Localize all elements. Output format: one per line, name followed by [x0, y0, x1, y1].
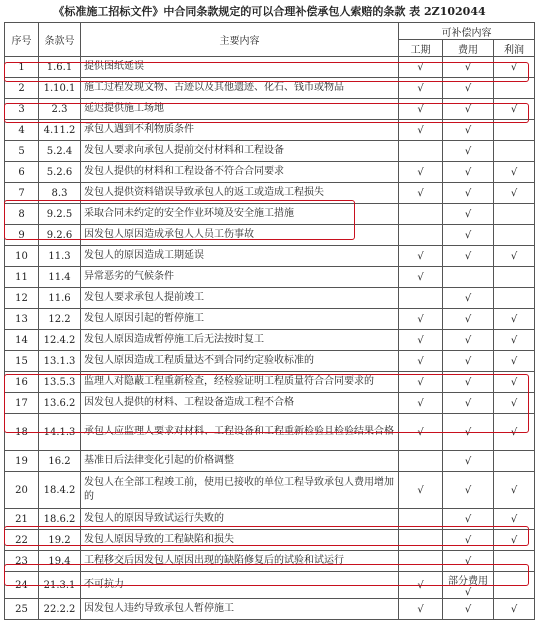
row-content: 延迟提供施工场地 [81, 99, 399, 120]
row-cost: √ [443, 99, 494, 120]
row-clause: 9.2.5 [39, 204, 81, 225]
row-profit: √ [494, 162, 535, 183]
row-clause: 21.3.1 [39, 572, 81, 599]
row-content: 发包人提供资料错误导致承包人的返工或造成工程损失 [81, 183, 399, 204]
row-cost: √ [443, 204, 494, 225]
row-profit: √ [494, 414, 535, 451]
table-row [5, 225, 535, 246]
row-content: 发包人原因引起的暂停施工 [81, 309, 399, 330]
row-cost: √ [443, 330, 494, 351]
row-period: √ [399, 599, 443, 620]
row-cost: √ [443, 288, 494, 309]
row-period: √ [399, 414, 443, 451]
row-cost: √ [443, 183, 494, 204]
table-row [5, 451, 535, 472]
row-number: 13 [5, 309, 39, 330]
row-clause: 11.6 [39, 288, 81, 309]
table-row [5, 267, 535, 288]
row-number: 24 [5, 572, 39, 599]
row-cost: √ [443, 451, 494, 472]
header-period: 工期 [399, 40, 443, 57]
row-content: 发包人原因导致的工程缺陷和损失 [81, 530, 399, 551]
row-number: 3 [5, 99, 39, 120]
row-cost: √ [443, 393, 494, 414]
row-clause: 2.3 [39, 99, 81, 120]
row-cost: 部分费用√ [443, 572, 494, 599]
row-clause: 8.3 [39, 183, 81, 204]
row-cost: √ [443, 162, 494, 183]
row-content: 承包人遇到不利物质条件 [81, 120, 399, 141]
row-cost: √ [443, 414, 494, 451]
row-clause: 18.4.2 [39, 472, 81, 509]
table-row [5, 551, 535, 572]
row-number: 12 [5, 288, 39, 309]
row-cost: √ [443, 530, 494, 551]
row-period [399, 551, 443, 572]
row-period: √ [399, 351, 443, 372]
header-seq: 序号 [5, 23, 39, 57]
row-profit: √ [494, 372, 535, 393]
row-content: 施工过程发现文物、古迹以及其他遗迹、化石、钱币或物品 [81, 78, 399, 99]
row-clause: 16.2 [39, 451, 81, 472]
row-content: 因发包人违约导致承包人暂停施工 [81, 599, 399, 620]
row-profit [494, 141, 535, 162]
row-number: 5 [5, 141, 39, 162]
row-number: 2 [5, 78, 39, 99]
row-number: 9 [5, 225, 39, 246]
row-number: 10 [5, 246, 39, 267]
table-row [5, 599, 535, 620]
claims-table [4, 22, 535, 620]
row-profit [494, 204, 535, 225]
row-number: 16 [5, 372, 39, 393]
row-cost: √ [443, 599, 494, 620]
row-profit [494, 225, 535, 246]
row-content: 发包人提供的材料和工程设备不符合合同要求 [81, 162, 399, 183]
header-profit: 利润 [494, 40, 535, 57]
table-row [5, 472, 535, 509]
row-clause: 5.2.4 [39, 141, 81, 162]
row-period: √ [399, 372, 443, 393]
row-content: 发包人在全部工程竣工前，使用已接收的单位工程导致承包人费用增加的 [81, 472, 399, 509]
row-content: 异常恶劣的气候条件 [81, 267, 399, 288]
row-profit: √ [494, 57, 535, 78]
table-row [5, 204, 535, 225]
row-period: √ [399, 57, 443, 78]
row-clause: 22.2.2 [39, 599, 81, 620]
row-period [399, 288, 443, 309]
row-period [399, 451, 443, 472]
row-profit: √ [494, 599, 535, 620]
row-clause: 12.2 [39, 309, 81, 330]
row-cost: √ [443, 309, 494, 330]
row-profit [494, 551, 535, 572]
table-row [5, 509, 535, 530]
table-row [5, 183, 535, 204]
row-period: √ [399, 99, 443, 120]
row-content: 工程移交后因发包人原因出现的缺陷修复后的试验和试运行 [81, 551, 399, 572]
row-profit [494, 267, 535, 288]
row-clause: 13.5.3 [39, 372, 81, 393]
row-content: 因发包人提供的材料、工程设备造成工程不合格 [81, 393, 399, 414]
table-row [5, 372, 535, 393]
header-clause: 条款号 [39, 23, 81, 57]
row-number: 15 [5, 351, 39, 372]
row-number: 25 [5, 599, 39, 620]
row-period: √ [399, 162, 443, 183]
row-clause: 19.4 [39, 551, 81, 572]
row-period: √ [399, 246, 443, 267]
row-clause: 13.6.2 [39, 393, 81, 414]
row-period: √ [399, 267, 443, 288]
row-cost: √ [443, 551, 494, 572]
row-profit: √ [494, 183, 535, 204]
row-number: 21 [5, 509, 39, 530]
row-content: 基准日后法律变化引起的价格调整 [81, 451, 399, 472]
row-period [399, 225, 443, 246]
row-cost: √ [443, 141, 494, 162]
row-profit [494, 572, 535, 599]
table-row [5, 57, 535, 78]
row-profit: √ [494, 99, 535, 120]
row-profit: √ [494, 509, 535, 530]
row-cost [443, 267, 494, 288]
row-content: 发包人要求向承包人提前交付材料和工程设备 [81, 141, 399, 162]
row-profit: √ [494, 351, 535, 372]
row-profit [494, 288, 535, 309]
row-cost: √ [443, 472, 494, 509]
row-content: 提供图纸延误 [81, 57, 399, 78]
row-clause: 4.11.2 [39, 120, 81, 141]
row-clause: 11.4 [39, 267, 81, 288]
table-row [5, 572, 535, 599]
row-content: 发包人要求承包人提前竣工 [81, 288, 399, 309]
table-row [5, 530, 535, 551]
row-cost: √ [443, 351, 494, 372]
row-content: 因发包人原因造成承包人人员工伤事故 [81, 225, 399, 246]
table-row [5, 162, 535, 183]
header-cost: 费用 [443, 40, 494, 57]
row-number: 22 [5, 530, 39, 551]
row-number: 11 [5, 267, 39, 288]
row-clause: 19.2 [39, 530, 81, 551]
row-cost: √ [443, 246, 494, 267]
row-content: 承包人应监理人要求对材料、工程设备和工程重新检验且检验结果合格 [81, 414, 399, 451]
table-row [5, 99, 535, 120]
row-cost: √ [443, 509, 494, 530]
table-row [5, 246, 535, 267]
row-profit: √ [494, 246, 535, 267]
row-number: 8 [5, 204, 39, 225]
row-content: 发包人原因造成暂停施工后无法按时复工 [81, 330, 399, 351]
row-number: 1 [5, 57, 39, 78]
row-clause: 11.3 [39, 246, 81, 267]
table-row [5, 141, 535, 162]
row-period [399, 204, 443, 225]
row-period: √ [399, 393, 443, 414]
row-profit [494, 451, 535, 472]
row-content: 不可抗力 [81, 572, 399, 599]
row-number: 20 [5, 472, 39, 509]
table-title: 《标准施工招标文件》中合同条款规定的可以合理补偿承包人索赔的条款 表 2Z102044 [53, 5, 486, 18]
row-period: √ [399, 472, 443, 509]
table-row [5, 330, 535, 351]
row-profit [494, 120, 535, 141]
row-clause: 14.1.3 [39, 414, 81, 451]
row-clause: 12.4.2 [39, 330, 81, 351]
row-profit [494, 78, 535, 99]
row-content: 发包人原因造成工程质量达不到合同约定验收标准的 [81, 351, 399, 372]
row-cost: √ [443, 225, 494, 246]
row-profit: √ [494, 530, 535, 551]
row-period [399, 141, 443, 162]
row-cost: √ [443, 78, 494, 99]
row-period: √ [399, 78, 443, 99]
row-profit: √ [494, 393, 535, 414]
row-period: √ [399, 309, 443, 330]
row-number: 17 [5, 393, 39, 414]
row-clause: 1.6.1 [39, 57, 81, 78]
table-row [5, 414, 535, 451]
table-row [5, 288, 535, 309]
header-compensation: 可补偿内容 [399, 23, 535, 40]
row-number: 6 [5, 162, 39, 183]
row-period: √ [399, 183, 443, 204]
row-content: 采取合同未约定的安全作业环境及安全施工措施 [81, 204, 399, 225]
row-period [399, 530, 443, 551]
header-row-1 [5, 23, 535, 40]
row-clause: 1.10.1 [39, 78, 81, 99]
row-number: 14 [5, 330, 39, 351]
table-row [5, 78, 535, 99]
row-cost: √ [443, 372, 494, 393]
row-period: √ [399, 330, 443, 351]
row-period: √ [399, 572, 443, 599]
table-row [5, 351, 535, 372]
row-period: √ [399, 120, 443, 141]
row-cost: √ [443, 57, 494, 78]
row-number: 18 [5, 414, 39, 451]
row-profit: √ [494, 330, 535, 351]
table-row [5, 309, 535, 330]
row-profit: √ [494, 472, 535, 509]
row-content: 监理人对隐蔽工程重新检查，经检验证明工程质量符合合同要求的 [81, 372, 399, 393]
row-clause: 5.2.6 [39, 162, 81, 183]
row-content: 发包人的原因导致试运行失败的 [81, 509, 399, 530]
row-content: 发包人的原因造成工期延误 [81, 246, 399, 267]
row-clause: 13.1.3 [39, 351, 81, 372]
row-number: 4 [5, 120, 39, 141]
row-profit: √ [494, 309, 535, 330]
row-number: 7 [5, 183, 39, 204]
table-row [5, 393, 535, 414]
row-period [399, 509, 443, 530]
row-clause: 18.6.2 [39, 509, 81, 530]
header-content: 主要内容 [81, 23, 399, 57]
row-cost: √ [443, 120, 494, 141]
table-row [5, 120, 535, 141]
row-clause: 9.2.6 [39, 225, 81, 246]
row-number: 23 [5, 551, 39, 572]
row-number: 19 [5, 451, 39, 472]
